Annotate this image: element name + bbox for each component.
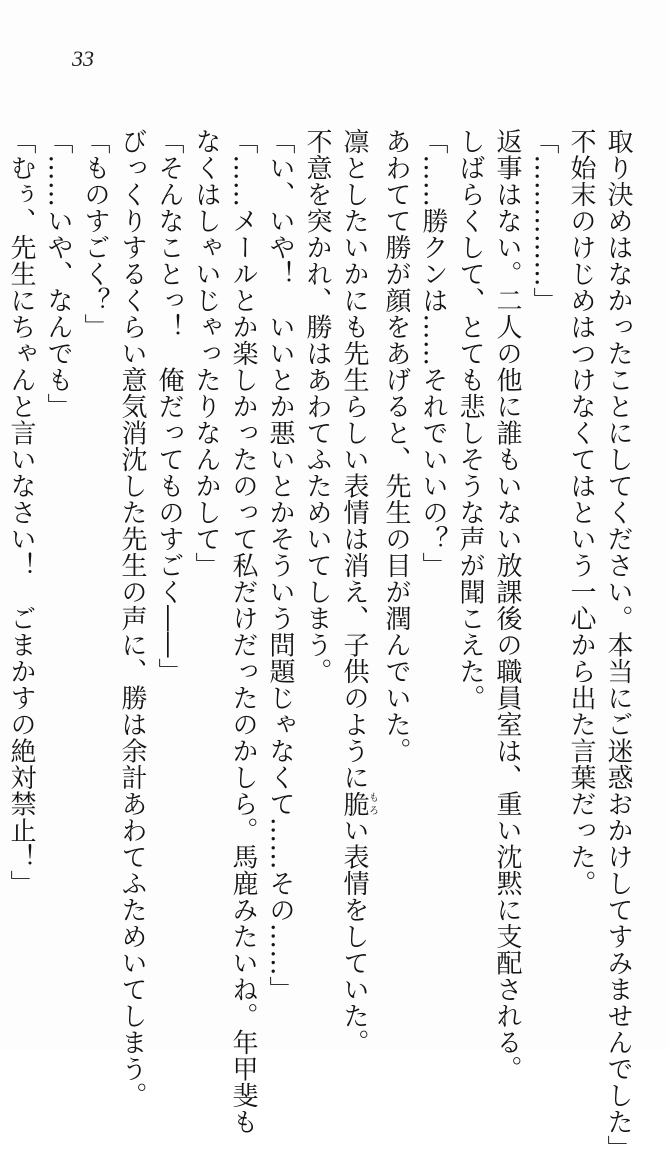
text-line-10: 「い、いや！ いいとか悪いとかそういう問題じゃなくて……その……」 xyxy=(265,128,295,1003)
text-line-15: 「ものすごく？」 xyxy=(80,128,110,340)
ruby-word xyxy=(339,790,378,818)
text-line-11: 「……メールとか楽しかったのって私だけだったのかしら。馬鹿みたいね。年甲斐も xyxy=(228,128,258,1135)
text-line-6: 「……勝クンは……それでいいの？」 xyxy=(418,128,448,579)
text-line-5: しばらくして、とても悲しそうな声が聞こえた。 xyxy=(455,128,485,711)
ruby-base: 脆 xyxy=(339,790,369,817)
text-line-17: 「むぅ、先生にちゃんと言いなさい！ ごまかすの絶対禁止！」 xyxy=(6,128,36,897)
text-line-7: あわてて勝が顔をあげると、先生の目が潤んでいた。 xyxy=(381,128,411,764)
text-line-13: 「そんなことっ！ 俺だってものすごく――」 xyxy=(154,128,184,685)
text-line-16: 「……いや、なんでも」 xyxy=(43,128,73,420)
text-line-14: びっくりするくらい意気消沈した先生の声に、勝は余計あわてふためいてしまう。 xyxy=(117,128,147,1109)
text-line-12: なくはしゃいじゃったりなんかして」 xyxy=(191,128,221,579)
text-line-2: 不始末のけじめはつけなくてはという一心から出た言葉だった。 xyxy=(566,128,596,897)
text-line-8-b: い表情をしていた。 xyxy=(339,817,369,1056)
text-line-8-a: 凛としたいかにも先生らしい表情は消え、子供のように xyxy=(339,128,369,791)
text-line-8 xyxy=(335,128,378,1056)
text-line-4: 返事はない。二人の他に誰もいない放課後の職員室は、重い沈黙に支配される。 xyxy=(492,128,522,1082)
ruby-reading: もろ xyxy=(366,790,378,817)
text-line-9: 不意を突かれ、勝はあわてふためいてしまう。 xyxy=(302,128,332,685)
text-line-3: 「……………」 xyxy=(529,128,559,314)
text-line-1: 取り決めはなかったことにしてください。本当にご迷惑おかけしてすみませんでした」 xyxy=(603,128,633,1162)
page-number: 33 xyxy=(72,46,94,71)
vertical-text-body xyxy=(2,128,636,1162)
